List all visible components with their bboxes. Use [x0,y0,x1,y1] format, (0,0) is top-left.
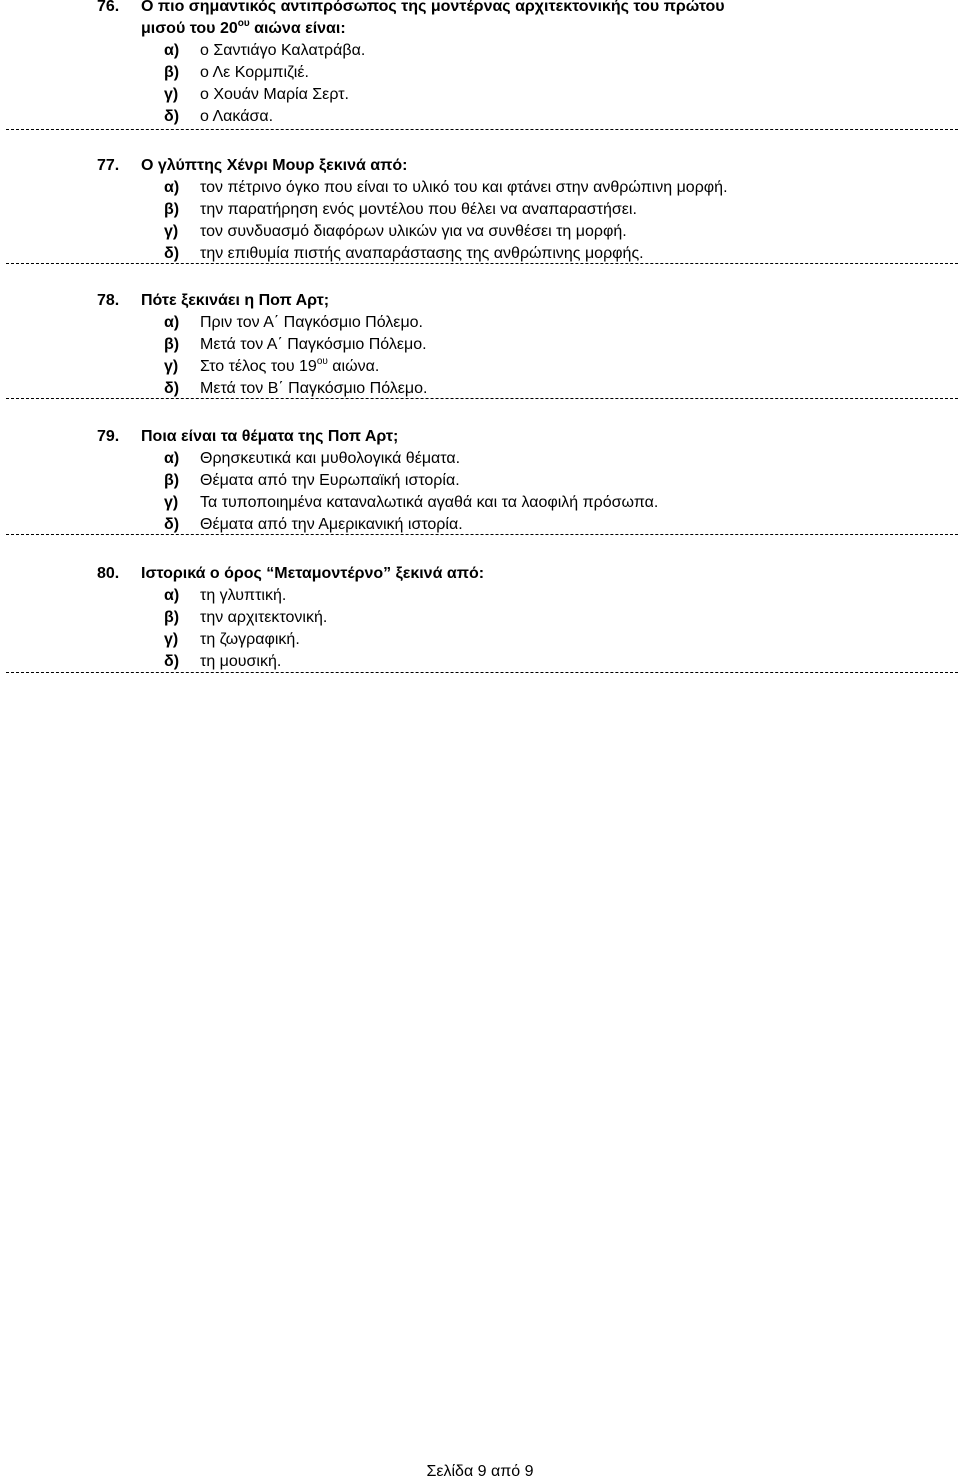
dashed-separator [6,534,958,535]
question-number: 80. [97,565,120,582]
dashed-separator [6,672,958,673]
question-text: Ιστορικά ο όρος “Μεταμοντέρνο” ξεκινά από: [141,565,485,582]
question-text-continued: μισού του $20^{o\upsilon}$ αιώνα είναι: [141,18,346,37]
question-text: Ο γλύπτης Χένρι Μουρ ξεκινά από: [141,157,408,174]
question-number: 76. [97,0,120,15]
question-text: Ποια είναι τα θέματα της Ποπ Αρτ; [141,428,399,445]
dashed-separator [6,263,958,264]
question-text: Πότε ξεκινάει η Ποπ Αρτ; [141,292,330,309]
question-text: Ο πιο σημαντικός αντιπρόσωπος της μοντέρνας αρχιτεκτονικής του πρώτου [141,0,725,15]
question-number: 79. [97,428,120,445]
dashed-separator [6,398,958,399]
dashed-separator [6,129,958,130]
question-number: 77. [97,157,120,174]
question-number: 78. [97,292,120,309]
page-footer: Σελίδα 9 από 9 [426,1463,534,1480]
